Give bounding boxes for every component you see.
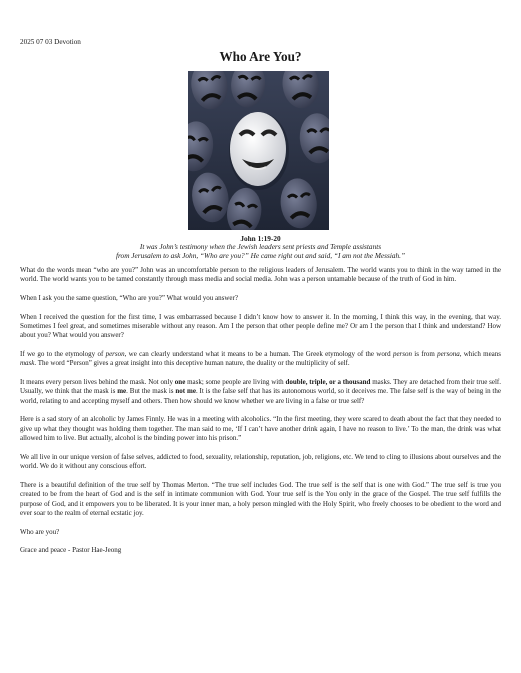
white-smiling-mask [229,112,289,190]
text-run: If we go to the etymology of [20,350,106,358]
emphasis-not-me: not me [175,387,196,396]
page-title: Who Are You? [219,49,302,64]
signature: Grace and peace - Pastor Hae-Jeong [20,545,122,554]
paragraph: What do the words mean “who are you?” John was an uncomfortable person to the religious leaders of Jerusalem. The world wants you to think in the way tamed in the world. The world wants you to be tamed constantly through mass media and social media. John was a person untamable because of the truth of God in him. [20,266,501,284]
text-run: . It is the false self that has its autonomous world, so it deceives me. The false self is the way of being in the world, relating to and accepting myself and others. Then how should we know whether we are living in a false or true self? [20,387,501,405]
devotion-body [20,266,501,564]
emphasis-one: one [174,378,186,386]
emphasis-me: me [117,387,127,396]
term-person: person [105,350,125,358]
text-run: It means every person lives behind the mask. Not only [20,378,175,386]
text-run: , which means [459,350,502,358]
text-run: masks. They are detached from their true self. Usually, we think that the mask is [20,378,501,396]
term-persona: persona [437,350,460,358]
devotion-date: 2025 07 03 Devotion [20,38,81,46]
scripture-quote [0,242,521,261]
text-run: , we can clearly understand what it means to be a human. The Greek etymology of the word [124,350,393,358]
scripture-reference: John 1:19-20 [240,234,281,243]
theater-masks-image [188,71,329,230]
paragraph: There is a beautiful definition of the true self by Thomas Merton. “The true self includes God. The true self is the self that is one with God.” The true self is true you created to be from the heart of God and is the self in intimate communion with God. Your true self is the You only in the grace of the Gospel. The true self fulfills the purpose of God, and it empowers you to be liberated. It is your inner man, a holy person mingled with the Holy Spirit, who freely chooses to be obedient to the word and ever soar to the realm of eternal ecstatic joy. [20,480,501,518]
paragraph-etymology [20,350,501,369]
paragraph: We all live in our unique version of false selves, addicted to food, sexuality, relationship, reputation, job, religions, etc. We tend to cling to illusions about ourselves and the world. We do it without any conscious effort. [20,452,501,471]
term-person: person [392,350,413,358]
text-run: is from [412,350,438,358]
closing-question: Who are you? [20,527,60,536]
paragraph: When I ask you the same question, “Who are you?” What would you answer? [20,294,238,302]
paragraph: When I received the question for the first time, I was embarrassed because I didn’t know how to answer it. In the morning, I think this way, in the evening, that way. Sometimes I feel great, and sometimes miserable without any reason. Am I the person that other people define me? Or am I the person that I think and understand? How about you? What would you answer? [20,312,501,340]
paragraph: Here is a sad story of an alcoholic by James Finnly. He was in a meeting with alcoholics. “In the first meeting, they were scared to death about the fact that they needed to give up what they thought was holding them together. The man said to me, ‘If I can’t have another drink again, I have no reason to live.’ To the man, the drink was what allowed him to live. But actually, alcohol is the binding power into his prison.” [20,415,501,443]
term-mask: mask [20,359,35,368]
paragraph-mask [20,378,501,406]
text-run: . But the mask is [126,387,176,396]
text-run: . The word “Person” gives a great insight into this deceptive human nature, the duality or the multiplicity of self. [34,359,350,368]
emphasis-multiple: double, triple, or a thousand [285,378,371,386]
text-run: mask; some people are living with [185,378,286,386]
scripture-line: It was John’s testimony when the Jewish leaders sent priests and Temple assistants [139,242,382,251]
scripture-line: from Jerusalem to ask John, “Who are you?” He came right out and said, “I am not the Messiah.” [115,251,406,261]
